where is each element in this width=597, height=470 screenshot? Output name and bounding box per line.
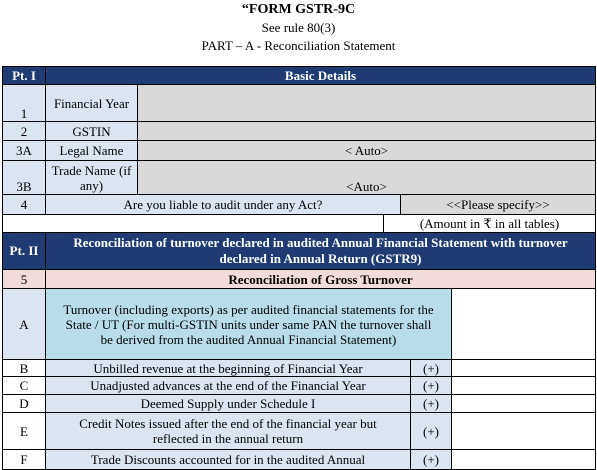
row-c-sign: (+) [410,376,452,395]
row-3a-label: Legal Name [45,140,138,161]
row-e-description: Credit Notes issued after the end of the financial year but reflected in the annual return [45,412,411,450]
row-1-label: Financial Year [45,84,138,122]
row-1-number: 1 [2,84,46,122]
row-3a-number: 3A [2,140,46,161]
row-b-description: Unbilled revenue at the beginning of Financial Year [45,359,411,377]
row-e-value [451,412,596,450]
row-c-description: Unadjusted advances at the end of the Financial Year [45,376,411,395]
row-a-letter: A [2,288,46,360]
row-f-letter: F [2,449,46,470]
section-5-number: 5 [2,269,46,289]
form-rule: See rule 80(3) [261,20,336,35]
form-title: “FORM GSTR-9C [241,2,356,17]
row-2-value [137,121,596,141]
row-c-letter: C [2,376,46,395]
row-b-sign: (+) [410,359,452,377]
row-1-value [137,84,596,122]
row-f-value [451,449,596,470]
row-d-sign: (+) [410,394,452,413]
row-4-value: <<Please specify>> [400,194,596,215]
row-b-value [451,359,596,377]
row-e-sign: (+) [410,412,452,450]
part2-label [2,232,46,270]
row-d-value [451,394,596,413]
row-2-number: 2 [2,121,46,141]
amount-note-spacer [2,214,384,233]
row-a-value [451,288,596,360]
row-2-label: GSTIN [45,121,138,141]
row-3a-value: < Auto> [137,140,596,161]
row-3b-number: 3B [2,160,46,195]
row-3b-value: <Auto> [137,160,596,195]
part2-heading: Reconciliation of turnover declared in audited Annual Financial Statement with turnover declared in Annual Return (GSTR9) [45,232,596,270]
part2-label-text: Pt. II [9,243,39,258]
row-b-letter: B [2,359,46,377]
part1-label: Pt. I [2,66,46,85]
row-a-description: Turnover (including exports) as per audited financial statements for the State / UT (For multi-GSTIN units under same PAN the turnover shall be derived from the audited Annual Financial Statement) [45,288,452,360]
part1-heading: Basic Details [45,66,596,85]
row-f-description: Trade Discounts accounted for in the audited Annual [45,449,411,470]
amount-note: (Amount in ₹ in all tables) [383,214,596,233]
row-d-letter: D [2,394,46,413]
row-3b-label: Trade Name (if any) [45,160,138,195]
section-5-title: Reconciliation of Gross Turnover [45,269,596,289]
row-d-description: Deemed Supply under Schedule I [45,394,411,413]
row-f-sign: (+) [410,449,452,470]
row-c-value [451,376,596,395]
row-e-letter: E [2,412,46,450]
row-4-label: Are you liable to audit under any Act? [45,194,401,215]
form-part: PART – A - Reconciliation Statement [201,38,396,53]
row-4-number: 4 [2,194,46,215]
